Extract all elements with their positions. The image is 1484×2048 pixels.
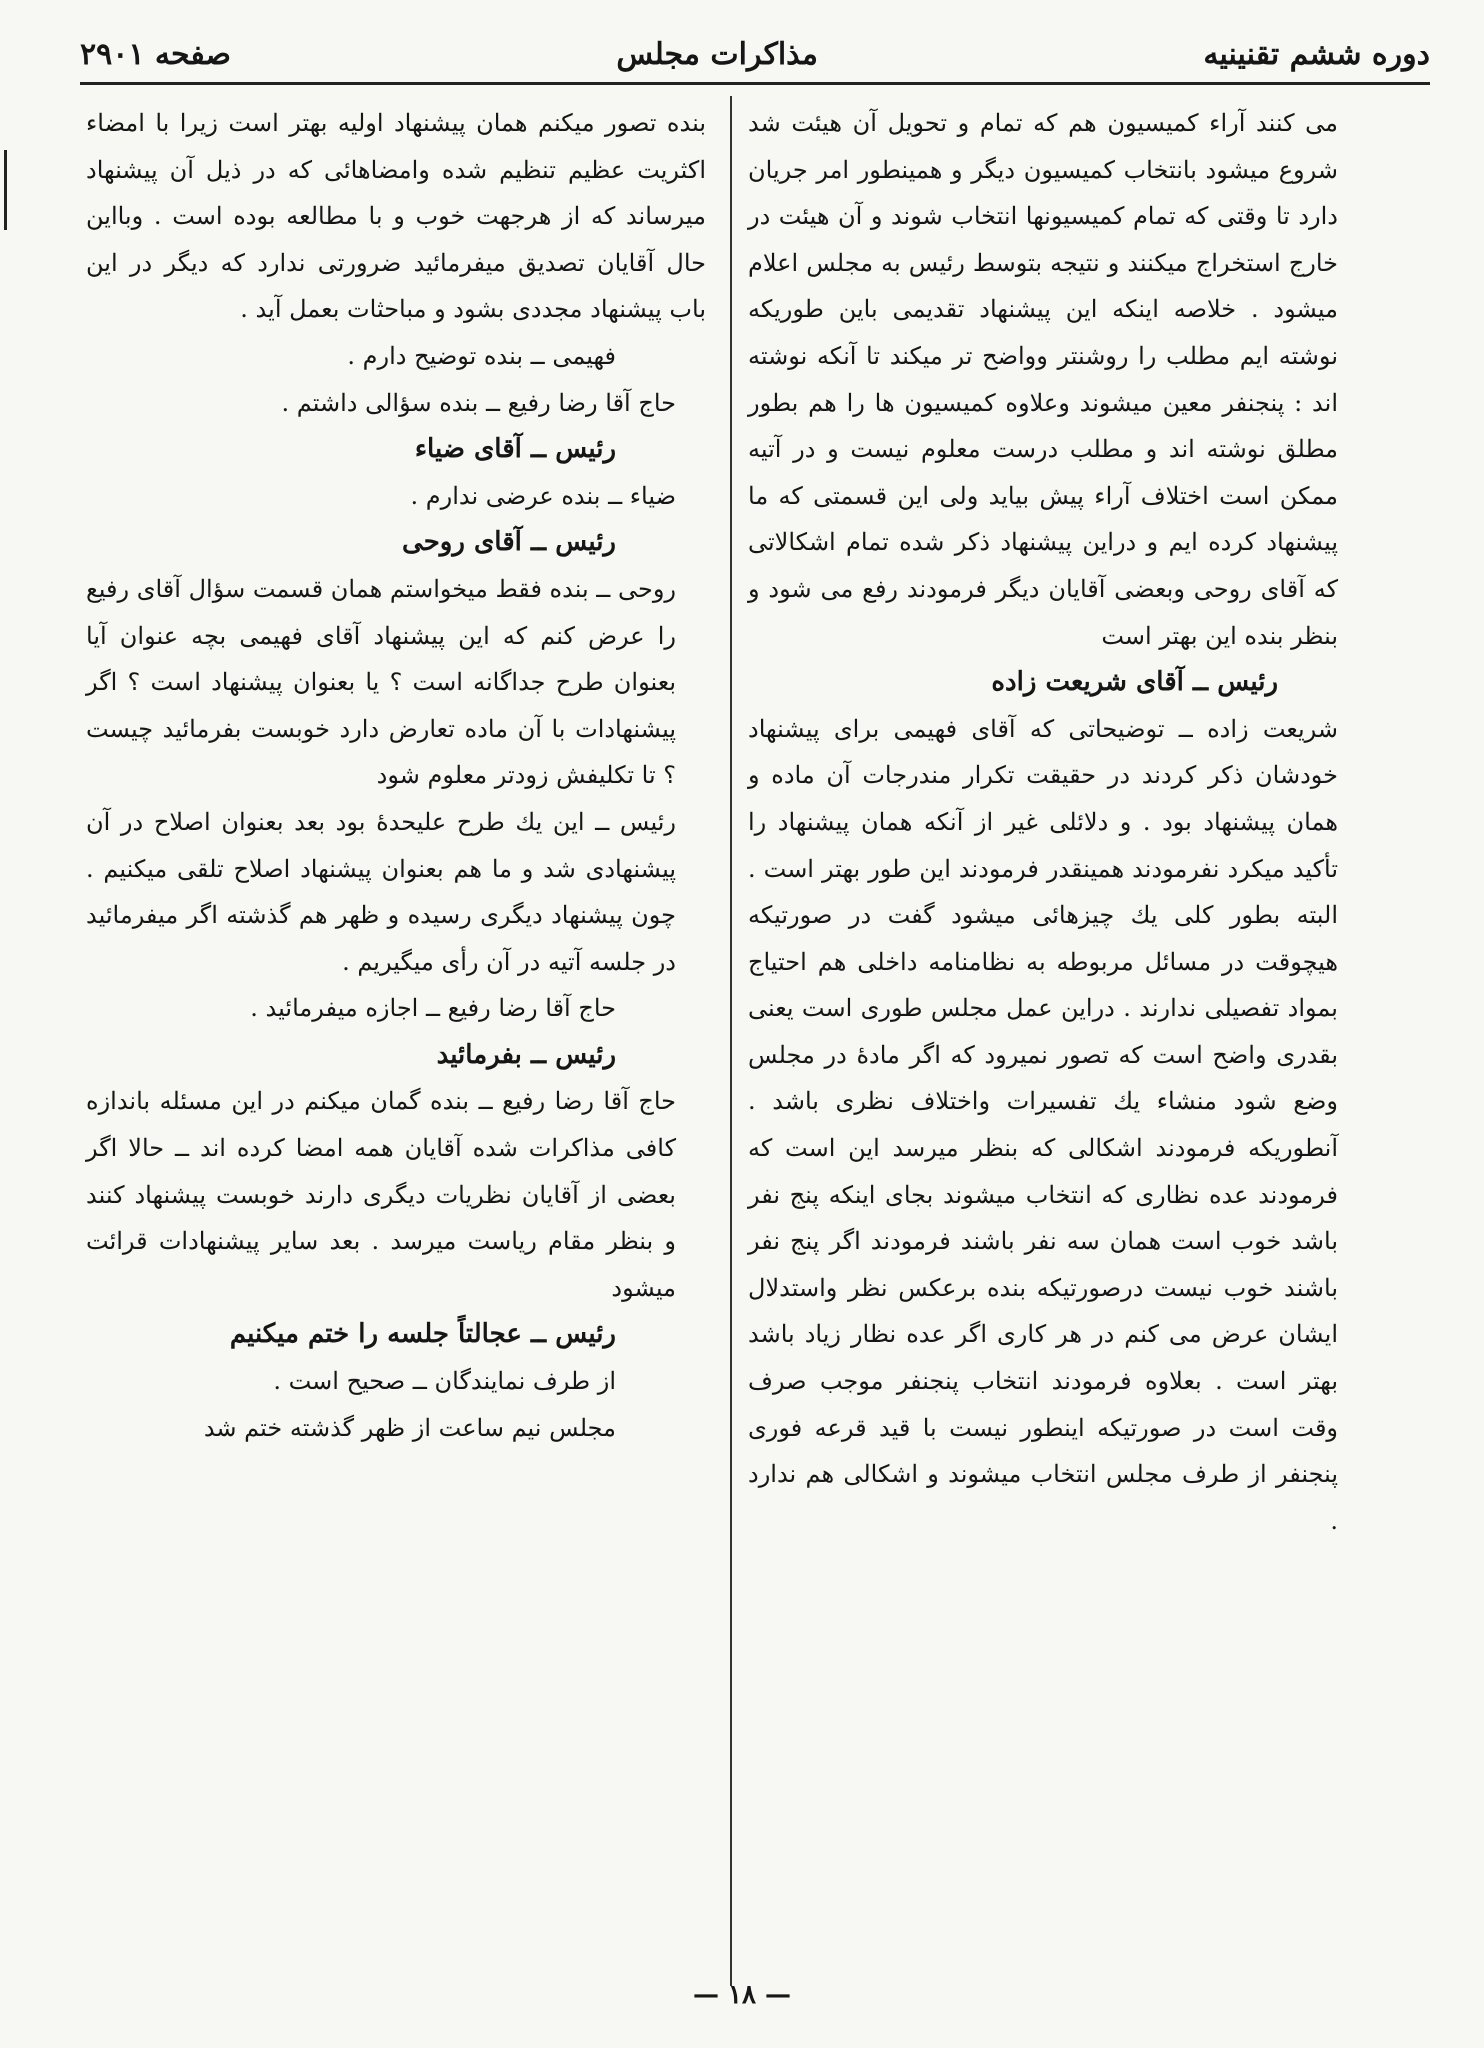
- speaker-line: حاج آقا رضا رفیع ــ اجازه میفرمائید .: [250, 994, 616, 1023]
- speaker-line: فهیمی ــ بنده توضیح دارم .: [347, 341, 616, 370]
- paragraph: می کنند آراء کمیسیون هم که تمام و تحویل آن هیئت شد شروع میشود بانتخاب کمیسیون دیگر و همینطور امر جریان دارد تا وقتی که تمام کمیسیونها انتخاب شوند و آن هیئت در خارج استخراج میکنند و نتیجه بتوسط رئیس به مجلس اعلام میشود . خلاصه اینکه این پیشنهاد تقدیمی باین طوریکه نوشته ایم مطلب را روشنتر وواضح تر میکند تا آنکه نوشته اند : پنجنفر معین میشوند وعلاوه کمیسیون ها را هم بطور مطلق نوشته اند و مطلب درست معلوم نیست و در آتیه ممکن است اختلاف آراء پیش بیاید ولی این قسمتی که ما پیشنهاد کرده ایم و دراین پیشنهاد ذکر شده تمام اشکالاتی که آقای روحی وبعضی آقایان دیگر فرمودند رفع می شود و بنظر بنده این بهتر است: [748, 109, 1339, 650]
- speaker-line: از طرف نمایندگان ــ صحیح است .: [273, 1367, 616, 1396]
- speaker-line: رئیس ــ عجالتاً جلسه را ختم میکنیم: [229, 1319, 616, 1350]
- paragraph: روحی ــ بنده فقط میخواستم همان قسمت سؤال آقای رفیع را عرض کنم که این پیشنهاد آقای فهیمی بچه عنوان آیا بعنوان طرح جداگانه است ؟ یا بعنوان پیشنهاد است ؟ اگر پیشنهادات با آن ماده تعارض دارد خوبست بفرمائید چیست ؟ تا تکلیفش زودتر معلوم شود: [86, 574, 676, 790]
- speaker-line: رئیس ــ بفرمائید: [436, 1039, 616, 1070]
- page-label: صفحه ۲۹۰۱: [80, 36, 232, 72]
- right-column: [748, 100, 1368, 1544]
- paragraph: رئیس ــ این یك طرح علیحدهٔ بود بعد بعنوان اصلاح در آن پیشنهادی شد و ما هم بعنوان پیشنهاد اصلاح تلقی میکنیم . چون پیشنهاد دیگری رسیده و ظهر هم گذشته اگر میفرمائید در جلسه آتیه در آن رأی میگیریم .: [86, 807, 676, 976]
- scan-edge-mark: [4, 150, 7, 230]
- paragraph: شریعت زاده ــ توضیحاتی که آقای فهیمی برای پیشنهاد خودشان ذکر کردند در حقیقت تکرار مندرجات آن ماده و همان پیشنهاد بود . و دلائلی غیر از آنکه همان پیشنهاد را تأکید میکرد نفرمودند همینقدر فرمودند این طور بهتر است . البته بطور کلی یك چیزهائی میشود گفت در صورتیکه هیچوقت در مسائل مربوطه به نظامنامه داخلی هم احتیاج بمواد تفصیلی ندارند . دراین عمل مجلس طوری است یعنی بقدری واضح است که تصور نمیرود که اگر مادهٔ در مجلس وضع شود منشاء یك تفسیرات واختلاف نظری باشد . آنطوریکه فرمودند اشکالی که بنظر میرسد این است که فرمودند عده نظاری که انتخاب میشوند بجای اینکه پنج نفر باشد خوب است همان سه نفر باشند فرمودند اگر پنج نفر باشند خوب نیست درصورتیکه بنده برعکس نظر واستدلال ایشان عرض می کنم در هر کاری اگر عده نظار زیاد باشد بهتر است . بعلاوه فرمودند انتخاب پنجنفر موجب صرف وقت است در صورتیکه اینطور نیست با قید قرعه فوری پنجنفر از طرف مجلس انتخاب میشوند و اشکالی هم ندارد .: [748, 714, 1339, 1535]
- speaker-line: ضیاء ــ بنده عرضی ندارم .: [410, 481, 676, 510]
- paragraph: حاج آقا رضا رفیع ــ بنده گمان میکنم در این مسئله باندازه کافی مذاکرات شده آقایان همه امضا کرده اند ــ حالا اگر بعضی از آقایان نظریات دیگری دارند خوبست پیشنهاد کنند و بنظر مقام ریاست میرسد . بعد سایر پیشنهادات قرائت میشود: [86, 1087, 677, 1302]
- speaker-line: رئیس ــ آقای روحی: [402, 527, 616, 558]
- speaker-line: رئیس ــ آقای ضیاء: [414, 434, 616, 465]
- session-label: دوره ششم تقنینیه: [1203, 36, 1430, 72]
- publication-title: مذاکرات مجلس: [616, 36, 818, 72]
- left-column: [86, 100, 706, 1451]
- paragraph: بنده تصور میکنم همان پیشنهاد اولیه بهتر است زیرا با امضاء اکثریت عظیم تنظیم شده وامضاهائی که در ذیل آن پیشنهاد میرساند که از هرجهت خوب و با مطالعه بوده است . وبااین حال آقایان تصدیق میفرمائید ضرورتی ندارد که دیگر در این باب پیشنهاد مجددی بشود و مباحثات بعمل آید .: [86, 109, 706, 324]
- page-number: — ۱۸ —: [692, 1980, 792, 2010]
- closing-line: مجلس نیم ساعت از ظهر گذشته ختم شد: [203, 1413, 616, 1442]
- column-divider: [730, 96, 732, 1986]
- speaker-line: حاج آقا رضا رفیع ــ بنده سؤالی داشتم .: [281, 388, 676, 417]
- page-header: [80, 26, 1430, 85]
- speaker-line: رئیس ــ آقای شریعت زاده: [991, 667, 1278, 698]
